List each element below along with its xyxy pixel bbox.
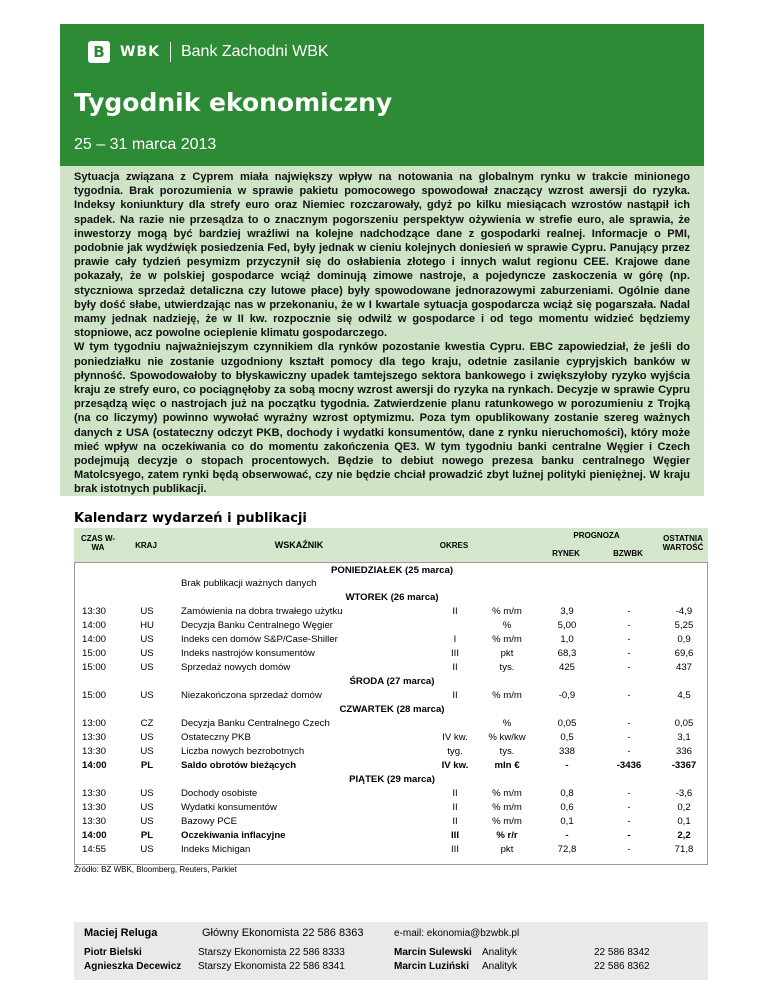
table-row <box>75 690 709 702</box>
cell-last: -3,6 <box>675 788 693 799</box>
cell-market: 0,6 <box>560 802 574 813</box>
header-market: RYNEK <box>552 549 580 558</box>
cell-unit: % m/m <box>492 634 522 645</box>
cell-indicator: Niezakończona sprzedaż domów <box>181 690 322 701</box>
cell-country: US <box>140 648 154 659</box>
calendar-table-body <box>74 562 708 865</box>
report-title: Tygodnik ekonomiczny <box>74 88 393 117</box>
cell-market: 425 <box>558 662 575 673</box>
cell-indicator: Bazowy PCE <box>181 816 237 827</box>
cell-unit: pkt <box>500 648 514 659</box>
cell-indicator: Saldo obrotów bieżących <box>181 760 297 771</box>
cell-country: US <box>140 662 154 673</box>
staff-role: Analityk <box>482 947 518 958</box>
cell-indicator: Decyzja Banku Centralnego Czech <box>181 718 330 729</box>
cell-country: US <box>140 746 154 757</box>
bank-logo <box>88 41 329 63</box>
day-section-header: PIĄTEK (29 marca) <box>349 774 435 785</box>
cell-country: US <box>140 690 154 701</box>
cell-country: HU <box>140 620 154 631</box>
cell-indicator: Liczba nowych bezrobotnych <box>181 746 305 757</box>
cell-time: 14:00 <box>82 620 107 631</box>
cell-indicator: Zamówienia na dobra trwałego użytku <box>181 606 343 617</box>
cell-unit: % m/m <box>492 788 522 799</box>
chief-economist-name: Maciej Reluga <box>84 927 158 939</box>
cell-market: 0,05 <box>557 718 577 729</box>
staff-phone: 22 586 8362 <box>594 961 650 972</box>
cell-market: - <box>565 760 569 771</box>
cell-time: 14:55 <box>82 844 107 855</box>
cell-unit: % <box>502 718 512 729</box>
cell-market: 72,8 <box>557 844 577 855</box>
staff-phone: 22 586 8342 <box>594 947 650 958</box>
cell-time: 14:00 <box>82 760 107 771</box>
cell-country: US <box>140 788 154 799</box>
staff-name: Marcin Luziński <box>394 961 470 972</box>
cell-market: 68,3 <box>557 648 577 659</box>
cell-unit: tys. <box>499 662 515 673</box>
cell-unit: % m/m <box>492 802 522 813</box>
contacts-footer <box>74 922 708 980</box>
cell-market: 0,5 <box>560 732 574 743</box>
cell-last: 336 <box>675 746 692 757</box>
logo-wbk-text: WBK <box>120 44 160 60</box>
cell-market: 338 <box>558 746 575 757</box>
cell-bzwbk: - <box>627 844 631 855</box>
header-time: CZAS W-WA <box>80 534 116 552</box>
table-row <box>75 844 709 856</box>
cell-country: US <box>140 634 154 645</box>
bank-name: Bank Zachodni WBK <box>180 43 329 60</box>
table-row <box>75 634 709 646</box>
no-data-note: Brak publikacji ważnych danych <box>181 578 317 589</box>
table-row <box>75 662 709 674</box>
cell-period: II <box>452 802 458 813</box>
header-bzwbk: BZWBK <box>613 549 643 558</box>
cell-last: -3367 <box>671 760 697 771</box>
cell-last: 3,1 <box>677 732 691 743</box>
table-row <box>75 718 709 730</box>
cell-market: 0,8 <box>560 788 574 799</box>
header-last-value: OSTATNIA WARTOŚĆ <box>662 534 704 552</box>
cell-indicator: Dochody osobiste <box>181 788 258 799</box>
cell-bzwbk: - <box>627 788 631 799</box>
cell-last: 0,05 <box>674 718 694 729</box>
cell-period: III <box>451 844 459 855</box>
cell-country: PL <box>140 760 154 771</box>
cell-indicator: Indeks cen domów S&P/Case-Shiller <box>181 634 338 645</box>
report-date-range: 25 – 31 marca 2013 <box>74 136 217 153</box>
cell-market: -0,9 <box>558 690 576 701</box>
cell-unit: % m/m <box>492 690 522 701</box>
cell-last: 2,2 <box>677 830 691 841</box>
cell-last: 71,8 <box>674 844 694 855</box>
cell-last: 4,5 <box>677 690 691 701</box>
table-row <box>75 816 709 828</box>
table-row-highlighted <box>75 830 709 842</box>
cell-bzwbk: - <box>627 718 631 729</box>
cell-period: II <box>452 816 458 827</box>
cell-unit: % r/r <box>496 830 518 841</box>
calendar-table <box>74 528 708 865</box>
cell-market: 0,1 <box>560 816 574 827</box>
cell-period: I <box>453 634 457 645</box>
chief-economist-role: Główny Ekonomista 22 586 8363 <box>202 927 364 939</box>
cell-unit: mln € <box>494 760 520 771</box>
cell-bzwbk: - <box>627 816 631 827</box>
day-section-header: WTOREK (26 marca) <box>345 592 439 603</box>
cell-market: 1,0 <box>560 634 574 645</box>
staff-role: Analityk <box>482 961 518 972</box>
table-row <box>75 802 709 814</box>
cell-indicator: Decyzja Banku Centralnego Węgier <box>181 620 333 631</box>
cell-period: II <box>452 788 458 799</box>
staff-name: Piotr Bielski <box>84 947 142 958</box>
cell-time: 13:30 <box>82 606 107 617</box>
staff-name: Marcin Sulewski <box>394 947 472 958</box>
cell-bzwbk: - <box>627 606 631 617</box>
cell-time: 14:00 <box>82 634 107 645</box>
cell-last: 0,1 <box>677 816 691 827</box>
cell-bzwbk: - <box>627 662 631 673</box>
cell-last: 0,2 <box>677 802 691 813</box>
cell-bzwbk: - <box>627 690 631 701</box>
cell-bzwbk: - <box>627 634 631 645</box>
contact-email: e-mail: ekonomia@bzwbk.pl <box>394 928 520 939</box>
cell-indicator: Wydatki konsumentów <box>181 802 277 813</box>
cell-bzwbk: - <box>627 830 631 841</box>
cell-country: US <box>140 802 154 813</box>
cell-time: 14:00 <box>82 830 107 841</box>
cell-indicator: Sprzedaż nowych domów <box>181 662 291 673</box>
table-row <box>75 732 709 744</box>
cell-country: PL <box>140 830 154 841</box>
summary-paragraph: W tym tygodniu najważniejszym czynnikiem dla rynków pozostanie kwestia Cypru. EBC zapowiedział, że jeśli do poniedziałku nie zostanie uzgodniony kształt pomocy dla tego kraju, odetnie zasilanie cypryjskich banków w płynność. Spowodowałoby to błyskawiczny upadek tamtejszego sektora bankowego i zwiększyłoby ryzyko wyjścia kraju ze strefy euro, co pociągnęłoby za sobą mocny wzrost awersji do ryzyka na rynkach. Decyzje w sprawie Cypru przesądzą więc o nastrojach już na początku tygodnia. Zatwierdzenie planu ratunkowego w porozumieniu z Trojką (na co liczymy) powinno wywołać wyraźny wzrost optymizmu. Poza tym opublikowany zostanie szereg ważnych danych z USA (ostateczny odczyt PKB, dochody i wydatki konsumentów, dane z rynku nieruchomości), który może mieć wpływ na oczekiwania co do momentu zakończenia QE3. W tym tygodniu banki centralne Węgier i Czech podejmują decyzje o stopach procentowych. Będzie to debiut nowego prezesa banku centralnego Węgier Matolcsyego, zatem rynki będą obserwować, czy nie będzie chciał prowadzić zbyt luźnej polityki pieniężnej. W kraju brak istotnych publikacji. <box>74 341 690 496</box>
table-row-highlighted <box>75 760 709 772</box>
calendar-title: Kalendarz wydarzeń i publikacji <box>74 511 307 526</box>
cell-country: US <box>140 844 154 855</box>
report-header <box>60 24 704 166</box>
cell-time: 15:00 <box>82 662 107 673</box>
cell-period: II <box>452 690 458 701</box>
cell-bzwbk: - <box>627 802 631 813</box>
cell-time: 13:30 <box>82 816 107 827</box>
cell-indicator: Oczekiwania inflacyjne <box>181 830 286 841</box>
cell-period: IV kw. <box>442 732 468 743</box>
staff-role: Starszy Ekonomista 22 586 8341 <box>198 961 345 972</box>
cell-time: 13:00 <box>82 718 107 729</box>
cell-time: 13:30 <box>82 788 107 799</box>
bank-logo-icon: B <box>88 41 110 63</box>
no-data-row <box>75 578 709 590</box>
table-row <box>75 746 709 758</box>
cell-country: CZ <box>140 718 154 729</box>
cell-unit: % <box>502 620 512 631</box>
table-source-note: Źródło: BZ WBK, Bloomberg, Reuters, Parkiet <box>74 865 237 874</box>
cell-bzwbk: - <box>627 746 631 757</box>
cell-unit: pkt <box>500 844 514 855</box>
cell-period: IV kw. <box>441 760 469 771</box>
cell-country: US <box>140 816 154 827</box>
cell-period: III <box>451 830 459 841</box>
cell-market: - <box>565 830 569 841</box>
header-indicator: WSKAŹNIK <box>274 540 324 550</box>
summary-paragraph: Sytuacja związana z Cyprem miała największy wpływ na notowania na globalnym rynku w trakcie minionego tygodnia. Brak porozumienia w sprawie pakietu pomocowego spowodował znaczący wzrost awersji do ryzyka. Indeksy koniunktury dla strefy euro oraz Niemiec rozczarowały, gdyż po kilku miesiącach wzrostów nastąpił ich spadek. Na razie nie przesądza to o znacznym pogorszeniu perspektyw ożywienia w strefie euro, ale sprawia, że inwestorzy mogą być bardziej wrażliwi na kolejne nadchodzące dane z gospodarki realnej. Informacje o PMI, podobnie jak wydźwięk posiedzenia Fed, były jednak w cieniu kolejnych doniesień w sprawie Cypru. Panujący przez prawie cały tydzień pesymizm przyczynił się do osłabienia złotego i innych walut regionu CEE. Krajowe dane pokazały, że w polskiej gospodarce wciąż dominują zimowe nastroje, a pojedyncze zaskoczenia w górę (np. styczniowa sprzedaż detaliczna czy lutowe płace) były spowodowane jednorazowymi zaburzeniami. Ogólnie dane były dość słabe, utwierdzając nas w przekonaniu, że w I kwartale sytuacja gospodarcza wciąż się pogarszała. Nadal mamy jednak nadzieję, że w II kw. rozpocznie się odwilż w gospodarce i od tego momentu widzieć będziemy stopniowe, acz powolne ocieplenie klimatu gospodarczego. <box>74 171 690 340</box>
cell-bzwbk: -3436 <box>616 760 642 771</box>
cell-last: 5,25 <box>674 620 694 631</box>
cell-market: 3,9 <box>560 606 574 617</box>
day-section-header: CZWARTEK (28 marca) <box>339 704 445 715</box>
cell-time: 13:30 <box>82 746 107 757</box>
day-section-header: ŚRODA (27 marca) <box>349 676 435 687</box>
cell-country: US <box>140 732 154 743</box>
cell-time: 13:30 <box>82 732 107 743</box>
cell-last: -4,9 <box>675 606 693 617</box>
header-country: KRAJ <box>135 541 157 550</box>
table-row <box>75 620 709 632</box>
table-row <box>75 648 709 660</box>
cell-period: tyg. <box>447 746 463 757</box>
cell-unit: % m/m <box>492 816 522 827</box>
cell-indicator: Indeks Michigan <box>181 844 251 855</box>
cell-period: III <box>451 648 459 659</box>
header-forecast: PROGNOZA <box>573 531 620 540</box>
weekly-summary <box>60 166 704 496</box>
cell-indicator: Ostateczny PKB <box>181 732 251 743</box>
cell-period: II <box>452 606 458 617</box>
cell-unit: % kw/kw <box>488 732 526 743</box>
staff-role: Starszy Ekonomista 22 586 8333 <box>198 947 345 958</box>
cell-unit: tys. <box>499 746 515 757</box>
cell-bzwbk: - <box>627 620 631 631</box>
cell-period: II <box>452 662 458 673</box>
cell-indicator: Indeks nastrojów konsumentów <box>181 648 315 659</box>
cell-time: 15:00 <box>82 648 107 659</box>
cell-last: 0,9 <box>677 634 691 645</box>
header-period: OKRES <box>439 541 469 550</box>
cell-market: 5,00 <box>557 620 577 631</box>
cell-unit: % m/m <box>492 606 522 617</box>
calendar-table-header <box>74 528 708 562</box>
cell-country: US <box>140 606 154 617</box>
cell-time: 13:30 <box>82 802 107 813</box>
staff-name: Agnieszka Decewicz <box>84 961 182 972</box>
cell-bzwbk: - <box>627 732 631 743</box>
table-row <box>75 788 709 800</box>
cell-last: 437 <box>675 662 692 673</box>
logo-divider <box>170 42 171 62</box>
day-section-header: PONIEDZIAŁEK (25 marca) <box>330 565 454 576</box>
cell-time: 15:00 <box>82 690 107 701</box>
table-row <box>75 606 709 618</box>
cell-bzwbk: - <box>627 648 631 659</box>
cell-last: 69,6 <box>674 648 694 659</box>
